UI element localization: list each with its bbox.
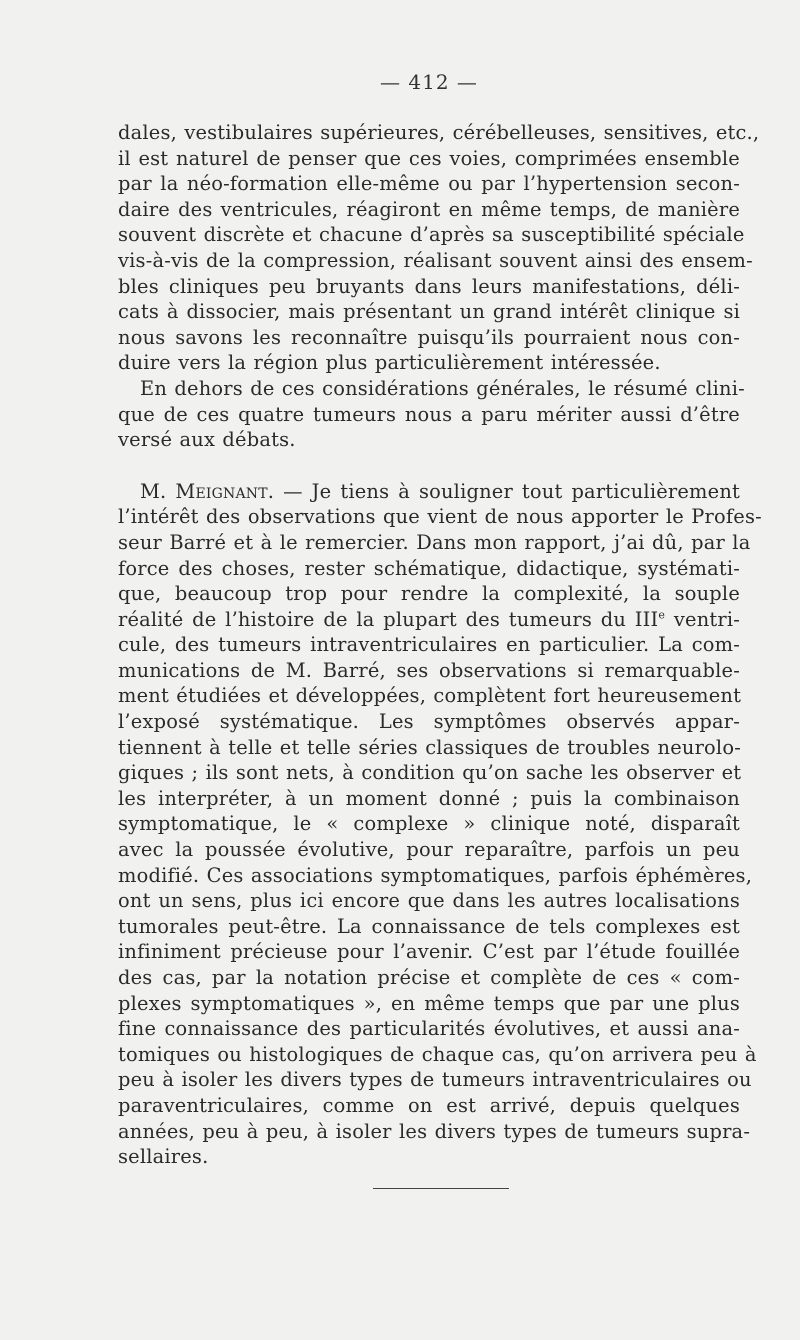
- text-line: bles cliniques peu bruyants dans leurs manifestations, déli-: [118, 274, 740, 298]
- text-line: cats à dissocier, mais présentant un grand intérêt clinique si: [118, 300, 740, 324]
- text-line: versé aux débats.: [118, 428, 296, 452]
- text-line: modifié. Ces associations symptomatiques, parfois éphémères,: [118, 863, 753, 887]
- speaker-name: M. Meignant.: [140, 479, 275, 503]
- paragraph-gap: [118, 453, 740, 479]
- text-line: sellaires.: [118, 1145, 209, 1169]
- text-line: tomiques ou histologiques de chaque cas, qu’on arrivera peu à: [118, 1042, 757, 1066]
- text-line: [118, 607, 740, 633]
- superscript: e: [658, 608, 666, 622]
- text-line: tiennent à telle et telle séries classiques de troubles neurolo-: [118, 735, 741, 759]
- page-number: — 412 —: [380, 70, 478, 94]
- text-line: que de ces quatre tumeurs nous a paru mériter aussi d’être: [118, 402, 740, 426]
- text-line: des cas, par la notation précise et complète de ces « com-: [118, 966, 740, 989]
- text-line: cule, des tumeurs intraventriculaires en particulier. La com-: [118, 633, 740, 657]
- text-line: dales, vestibulaires supérieures, cérébelleuses, sensitives, etc.,: [118, 121, 760, 144]
- text-line: les interpréter, à un moment donné ; puis la combinaison: [118, 786, 740, 810]
- text-line: giques ; ils sont nets, à condition qu’on sache les observer et: [118, 761, 742, 785]
- text-segment: ventri-: [665, 607, 740, 631]
- text-line: peu à isoler les divers types de tumeurs intraventriculaires ou: [118, 1068, 752, 1092]
- text-segment: réalité de l’histoire de la plupart des tumeurs du III: [118, 607, 659, 631]
- text-line: ont un sens, plus ici encore que dans les autres localisations: [118, 889, 740, 913]
- text-line: paraventriculaires, comme on est arrivé, depuis quelques: [118, 1093, 740, 1117]
- end-rule: [373, 1188, 509, 1189]
- text-line: symptomatique, le « complexe » clinique noté, disparaît: [118, 812, 740, 836]
- text-line: l’exposé systématique. Les symptômes observés appar-: [118, 710, 740, 734]
- paragraph-1: [118, 120, 760, 376]
- page: [118, 70, 762, 1189]
- text-line: En dehors de ces considérations générales, le résumé clini-: [140, 376, 745, 400]
- text-line: avec la poussée évolutive, pour reparaître, parfois un peu: [118, 838, 740, 862]
- text-line: force des choses, rester schématique, didactique, systémati-: [118, 556, 740, 580]
- text-line: nous savons les reconnaître puisqu’ils pourraient nous con-: [118, 325, 740, 349]
- text-line: vis-à-vis de la compression, réalisant souvent ainsi des ensem-: [118, 248, 753, 272]
- paragraph-3: [118, 479, 762, 1170]
- text-line: duire vers la région plus particulièrement intéressée.: [118, 351, 661, 375]
- text-line: infiniment précieuse pour l’avenir. C’est par l’étude fouillée: [118, 940, 740, 964]
- text-line: par la néo-formation elle-même ou par l’hypertension secon-: [118, 172, 740, 196]
- text-line: plexes symptomatiques », en même temps que par une plus: [118, 991, 740, 1015]
- text-line: il est naturel de penser que ces voies, comprimées ensemble: [118, 146, 740, 170]
- text-line: fine connaissance des particularités évolutives, et aussi ana-: [118, 1017, 740, 1041]
- text-line: daire des ventricules, réagiront en même temps, de manière: [118, 197, 740, 221]
- text-line: ment étudiées et développées, complètent fort heureusement: [118, 684, 742, 708]
- paragraph-2: [118, 376, 745, 453]
- text-segment: — Je tiens à souligner tout particulièrement: [283, 479, 740, 503]
- text-line: seur Barré et à le remercier. Dans mon rapport, j’ai dû, par la: [118, 530, 751, 554]
- text-line: l’intérêt des observations que vient de nous apporter le Profes-: [118, 505, 762, 529]
- text-line: que, beaucoup trop pour rendre la complexité, la souple: [118, 582, 740, 606]
- text-line: munications de M. Barré, ses observations si remarquable-: [118, 658, 740, 682]
- text-line: souvent discrète et chacune d’après sa susceptibilité spéciale: [118, 223, 745, 247]
- text-line: tumorales peut-être. La connaissance de tels complexes est: [118, 914, 740, 938]
- text-line: années, peu à peu, à isoler les divers types de tumeurs supra-: [118, 1119, 751, 1143]
- text-line: [118, 479, 740, 505]
